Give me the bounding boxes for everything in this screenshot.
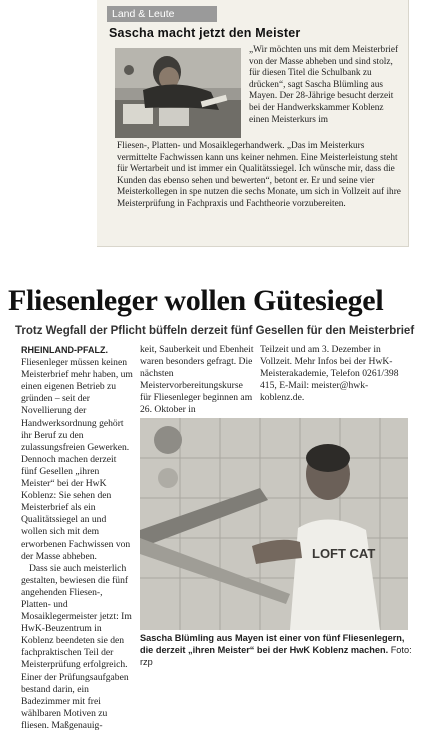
tiler-at-work-image [115,48,241,138]
tiler-portrait-image [140,418,408,630]
main-headline: Fliesenleger wollen Gütesiegel [8,284,384,317]
caption-text: Sascha Blümling aus Mayen ist einer von fünf Fliesenlegern, die derzeit „ihren Meister“ bei der HwK Koblenz machen. [140,633,405,655]
shirt-text: LOFT CAT [312,546,376,561]
photo-caption [140,632,412,668]
top-article-photo [115,48,241,138]
article-column-2: keit, Sauberkeit und Ebenheit waren besonders gefragt. Die nächsten Meistervorbereitungskurse für Fliesenleger beginnen am 26. Oktober in [140,344,254,416]
section-rubric: Land & Leute [107,6,217,22]
article-column-3: Teilzeit und am 3. Dezember in Vollzeit. Mehr Infos bei der HwK-Meisterakademie, Telefon 0261/398 415, E-Mail: meister@hwk-koblenz.de. [260,344,399,404]
top-article [97,0,409,247]
main-article-photo [140,418,408,630]
article-column-1 [21,344,133,732]
main-subheadline: Trotz Wegfall der Pflicht büffeln derzeit fünf Gesellen für den Meisterbrief [15,325,415,337]
top-article-body: „Wir möchten uns mit dem Meisterbrief von der Masse abheben und sind stolz, für diesen Titel die Schulbank zu drücken“, sagt Sascha Blümling aus Mayen. Der 28-Jährige besucht derzeit bei der Handwerkskammer Koblenz einen Meisterkurs im [249,45,399,125]
article-paragraph-2: Dass sie auch meisterlich gestalten, bewiesen die fünf angehenden Fliesen-, Platten- und Mosaiklegermeister jetzt: Im HwK-Beuzentrum in Koblenz beendeten sie den fachpraktischen Teil der Meisterprüfung erfolgreich. Einer der Prüfungsaufgaben bestand darin, ein Badezimmer mit frei wählbaren Motiven zu fliesen. Maßgenauig- [21,562,132,731]
top-article-body-continued: Fliesen-, Platten- und Mosaiklegerhandwerk. „Das im Meisterkurs vermittelte Fachwissen kann uns keiner nehmen. Eine Meisterleistung steht für Wertarbeit und ist immer ein Qualitätssiegel. Ich wünsche mir, dass die Kunden das ebenso sehen und bewerten“, betont er. Er und seine vier Meisterkollegen in spe nutzen die sechs Monate, um sich in Vollzeit auf ihre Meisterprüfung in Fachpraxis und Fachtheorie vorzubereiten. [117,141,401,209]
photo-credit: Foto: rzp [140,645,412,667]
dateline: RHEINLAND-PFALZ. [21,345,108,355]
top-article-headline: Sascha macht jetzt den Meister [109,26,301,40]
article-paragraph-1: Fliesenleger müssen keinen Meisterbrief mehr haben, um einen eigenen Betrieb zu gründen – seit der Novellierung der Handwerksordnung gehört ihr Beruf zu den zulassungsfreien Gewerken. Dennoch machen derzeit fünf Gesellen „ihren Meister“ bei der HwK Koblenz: Sie sehen den Meisterbrief als ein Qualitätssiegel an und wollen sich mit dem erworbenen Fachwissen von der Masse abheben. [21,357,133,562]
